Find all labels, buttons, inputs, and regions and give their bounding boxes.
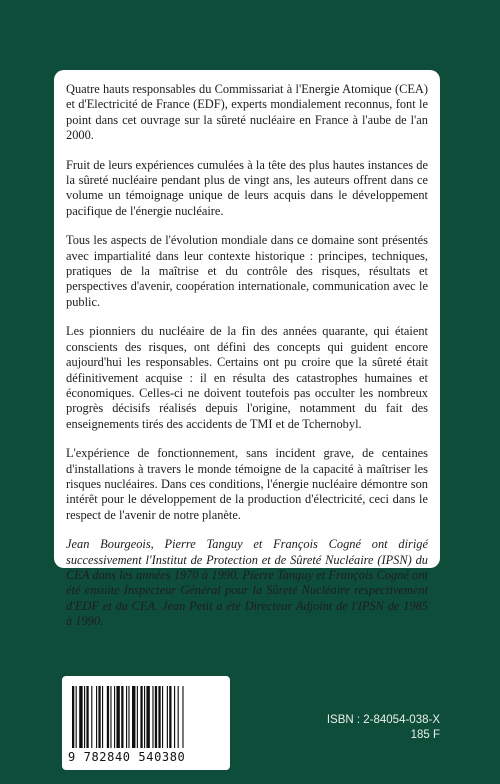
blurb-paragraph-4: Les pionniers du nucléaire de la fin des années quarante, qui étaient conscients des risques, ont défini des concepts qui guident encore aujourd'hui les responsables. Certains ont pu croire que la sûreté était définitivement acquise : il en résulta des catastrophes humaines et économiques. Celles-ci ne doivent toutefois pas occulter les nombreux progrès décisifs réalisés depuis l'origine, notamment du fait des enseignements tirés des accidents de TMI et de Tchernobyl. — [66, 324, 428, 431]
barcode — [62, 676, 230, 770]
isbn-number: ISBN : 2-84054-038-X — [326, 714, 440, 726]
blurb-paragraph-2: Fruit de leurs expériences cumulées à la tête des plus hautes instances de la sûreté nucléaire pendant plus de vingt ans, les auteurs offrent dans ce volume un témoignage unique de leurs acquis dans le développement pacifique de l'énergie nucléaire. — [66, 157, 428, 218]
blurb-paragraph-5: L'expérience de fonctionnement, sans incident grave, de centaines d'installations à travers le monde témoigne de la capacité à maîtriser les risques nucléaires. Dans ces conditions, l'énergie nucléaire démontre son intérêt pour le développement de la production d'électricité, ceci dans le respect de l'avenir de notre planète. — [66, 446, 428, 522]
barcode-digits: 9 782840 540380 — [68, 750, 186, 764]
isbn-block — [300, 713, 440, 743]
barcode-bars — [70, 686, 222, 748]
blurb-paragraph-3: Tous les aspects de l'évolution mondiale dans ce domaine sont présentés avec impartialité dans leur contexte historique : principes, techniques, pratiques de la maîtrise et du contrôle des risques, résultats et perspectives d'avenir, coopération internationale, communication avec le public. — [66, 233, 428, 309]
blurb-paragraph-1: Quatre hauts responsables du Commissariat à l'Energie Atomique (CEA) et d'Electricité de France (EDF), experts mondialement reconnus, font le point dans cet ouvrage sur la sûreté nucléaire en France à l'aube de l'an 2000. — [66, 82, 428, 143]
price: 185 F — [410, 729, 440, 741]
authors-note: Jean Bourgeois, Pierre Tanguy et François Cogné ont dirigé successivement l'Institut de Protection et de Sûreté Nucléaire (IPSN) du CEA dans les années 1970 à 1990. Pierre Tanguy et François Cogné ont été ensuite Inspecteur Général pour la Sûreté Nucléaire respectivement d'EDF et du CEA. Jean Petit a été Directeur Adjoint de l'IPSN de 1985 à 1990. — [66, 537, 428, 629]
blurb-panel — [54, 70, 440, 629]
